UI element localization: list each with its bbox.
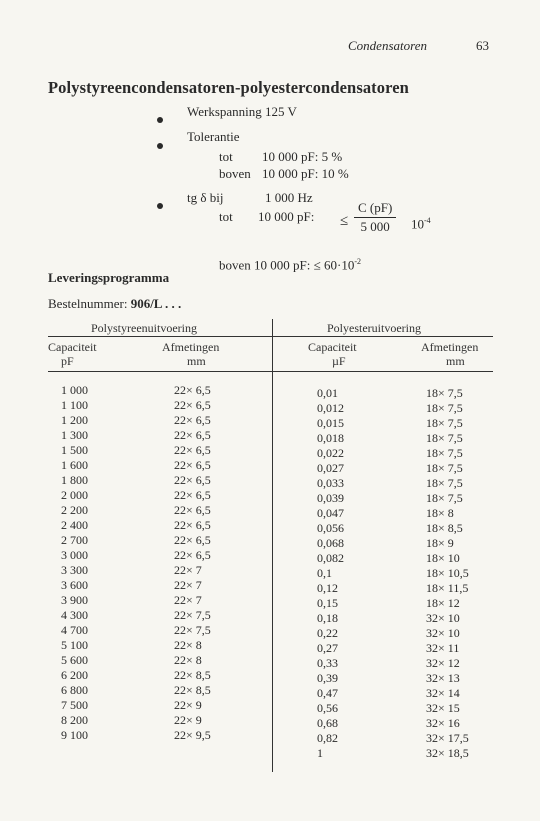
tolerance-value-2: 10 000 pF: 10 % [262,166,349,181]
table-cell: 22× 6,5 [174,458,211,472]
table-cell: 18× 7,5 [426,431,463,445]
table-cell: 32× 10 [426,611,460,625]
page-number: 63 [476,38,489,53]
running-title: Condensatoren [348,38,427,53]
tolerance-value-1: 10 000 pF: 5 % [262,149,343,164]
table-cell: 18× 7,5 [426,446,463,460]
table-cell: 0,012 [317,401,344,415]
table-cell: 1 000 [61,383,88,397]
tg-factor-base: 10 [411,216,424,232]
fraction-numerator: C (pF) [354,200,396,218]
table-cell: 1 600 [61,458,88,472]
table-cell: 22× 6,5 [174,548,211,562]
table-cell: 22× 6,5 [174,473,211,487]
table-cell: 1 500 [61,443,88,457]
table-cell: 4 700 [61,623,88,637]
table-cell: 0,018 [317,431,344,445]
table-cell: 22× 9,5 [174,728,211,742]
right-group-header: Polyesteruitvoering [327,321,421,335]
table-cell: 3 000 [61,548,88,562]
bullet-icon [157,137,163,153]
table-cell: 18× 7,5 [426,416,463,430]
table-cell: 1 300 [61,428,88,442]
table-cell: 0,01 [317,386,338,400]
table-cell: 0,082 [317,551,344,565]
table-cell: 3 300 [61,563,88,577]
tg-delta-label: tg δ bij [187,190,224,205]
table-cell: 2 700 [61,533,88,547]
table-cell: 0,12 [317,581,338,595]
right-dimensions-column [426,386,469,761]
tolerance-prefix-1: tot [219,149,233,164]
table-cell: 6 200 [61,668,88,682]
right-capacitance-header: Capaciteit [308,340,357,354]
table-cell: 18× 8 [426,506,454,520]
table-cell: 7 500 [61,698,88,712]
left-capacitance-unit: pF [61,354,74,368]
left-dimensions-header: Afmetingen [162,340,220,354]
table-cell: 5 100 [61,638,88,652]
tg-value: 10 000 pF: [258,209,315,224]
table-cell: 0,82 [317,731,338,745]
right-capacitance-unit: µF [332,354,346,368]
table-cell: 32× 10 [426,626,460,640]
table-cell: 22× 9 [174,698,202,712]
table-cell: 3 900 [61,593,88,607]
table-cell: 0,1 [317,566,332,580]
table-cell: 32× 12 [426,656,460,670]
table-cell: 18× 8,5 [426,521,463,535]
order-value: 906/L . . . [130,296,182,311]
table-cell: 22× 8 [174,638,202,652]
tg-factor [411,213,431,232]
table-cell: 0,068 [317,536,344,550]
table-top-rule [48,336,493,337]
table-cell: 0,39 [317,671,338,685]
table-cell: 18× 10,5 [426,566,469,580]
tg-row-2 [219,254,361,273]
tolerance-prefix-2: boven [219,166,251,181]
table-cell: 22× 6,5 [174,518,211,532]
order-number [48,296,181,312]
left-capacitance-column [61,383,88,743]
left-capacitance-header: Capaciteit [48,340,97,354]
table-cell: 32× 16 [426,716,460,730]
table-cell: 18× 10 [426,551,460,565]
table-cell: 22× 6,5 [174,488,211,502]
table-cell: 0,47 [317,686,338,700]
table-cell: 22× 9 [174,713,202,727]
table-cell: 32× 17,5 [426,731,469,745]
table-cell: 22× 7 [174,593,202,607]
table-cell: 8 200 [61,713,88,727]
spec-voltage: Werkspanning 125 V [187,104,297,119]
table-cell: 0,015 [317,416,344,430]
bullet-icon [157,111,163,127]
table-cell: 22× 8 [174,653,202,667]
table-cell: 2 000 [61,488,88,502]
table-cell: 32× 11 [426,641,460,655]
left-dimensions-column [174,383,211,743]
spec-tolerance-label: Tolerantie [187,129,240,144]
left-dimensions-unit: mm [187,354,206,368]
table-cell: 18× 7,5 [426,386,463,400]
table-cell: 1 800 [61,473,88,487]
page-title: Polystyreencondensatoren-polyestercondensatoren [48,78,409,97]
table-cell: 32× 15 [426,701,460,715]
table-cell: 0,22 [317,626,338,640]
table-cell: 0,022 [317,446,344,460]
table-cell: 22× 7 [174,578,202,592]
table-cell: 18× 12 [426,596,460,610]
bullet-icon [157,197,163,213]
table-cell: 22× 8,5 [174,668,211,682]
table-divider [272,319,273,772]
table-cell: 0,56 [317,701,338,715]
order-label: Bestelnummer: [48,296,128,311]
table-cell: 22× 7,5 [174,608,211,622]
table-cell: 1 100 [61,398,88,412]
table-cell: 22× 6,5 [174,503,211,517]
table-cell: 1 [317,746,323,760]
table-cell: 18× 7,5 [426,401,463,415]
table-cell: 0,68 [317,716,338,730]
table-cell: 22× 6,5 [174,398,211,412]
table-cell: 18× 11,5 [426,581,469,595]
table-cell: 0,039 [317,491,344,505]
table-header-rule [48,371,493,372]
table-cell: 0,047 [317,506,344,520]
table-cell: 0,27 [317,641,338,655]
table-cell: 0,33 [317,656,338,670]
table-cell: 32× 14 [426,686,460,700]
table-cell: 9 100 [61,728,88,742]
table-cell: 0,18 [317,611,338,625]
table-cell: 6 800 [61,683,88,697]
right-dimensions-header: Afmetingen [421,340,479,354]
table-cell: 22× 6,5 [174,413,211,427]
tg-prefix: tot [219,209,233,224]
section-title: Leveringsprogramma [48,270,170,285]
table-cell: 22× 6,5 [174,383,211,397]
table-cell: 22× 6,5 [174,428,211,442]
fraction [354,200,396,235]
right-capacitance-column [317,386,344,761]
table-cell: 4 300 [61,608,88,622]
table-cell: 2 200 [61,503,88,517]
table-cell: 22× 6,5 [174,443,211,457]
table-cell: 0,027 [317,461,344,475]
table-cell: 5 600 [61,653,88,667]
table-cell: 18× 7,5 [426,491,463,505]
table-cell: 32× 13 [426,671,460,685]
table-cell: 22× 8,5 [174,683,211,697]
table-cell: 3 600 [61,578,88,592]
left-group-header: Polystyreenuitvoering [91,321,197,335]
fraction-denominator: 5 000 [360,219,390,234]
table-cell: 0,056 [317,521,344,535]
table-cell: 18× 7,5 [426,461,463,475]
table-cell: 2 400 [61,518,88,532]
table-cell: 0,15 [317,596,338,610]
table-cell: 1 200 [61,413,88,427]
table-cell: 22× 7 [174,563,202,577]
right-dimensions-unit: mm [446,354,465,368]
tg-row-2-exponent: -2 [354,257,361,266]
table-cell: 22× 6,5 [174,533,211,547]
tg-factor-exponent: -4 [424,216,431,225]
table-cell: 22× 7,5 [174,623,211,637]
leq-symbol: ≤ [340,213,349,229]
table-cell: 0,033 [317,476,344,490]
tg-frequency: 1 000 Hz [265,190,313,205]
tg-row-2-text: boven 10 000 pF: ≤ 60·10 [219,257,355,273]
table-cell: 18× 7,5 [426,476,463,490]
table-cell: 32× 18,5 [426,746,469,760]
table-cell: 18× 9 [426,536,454,550]
